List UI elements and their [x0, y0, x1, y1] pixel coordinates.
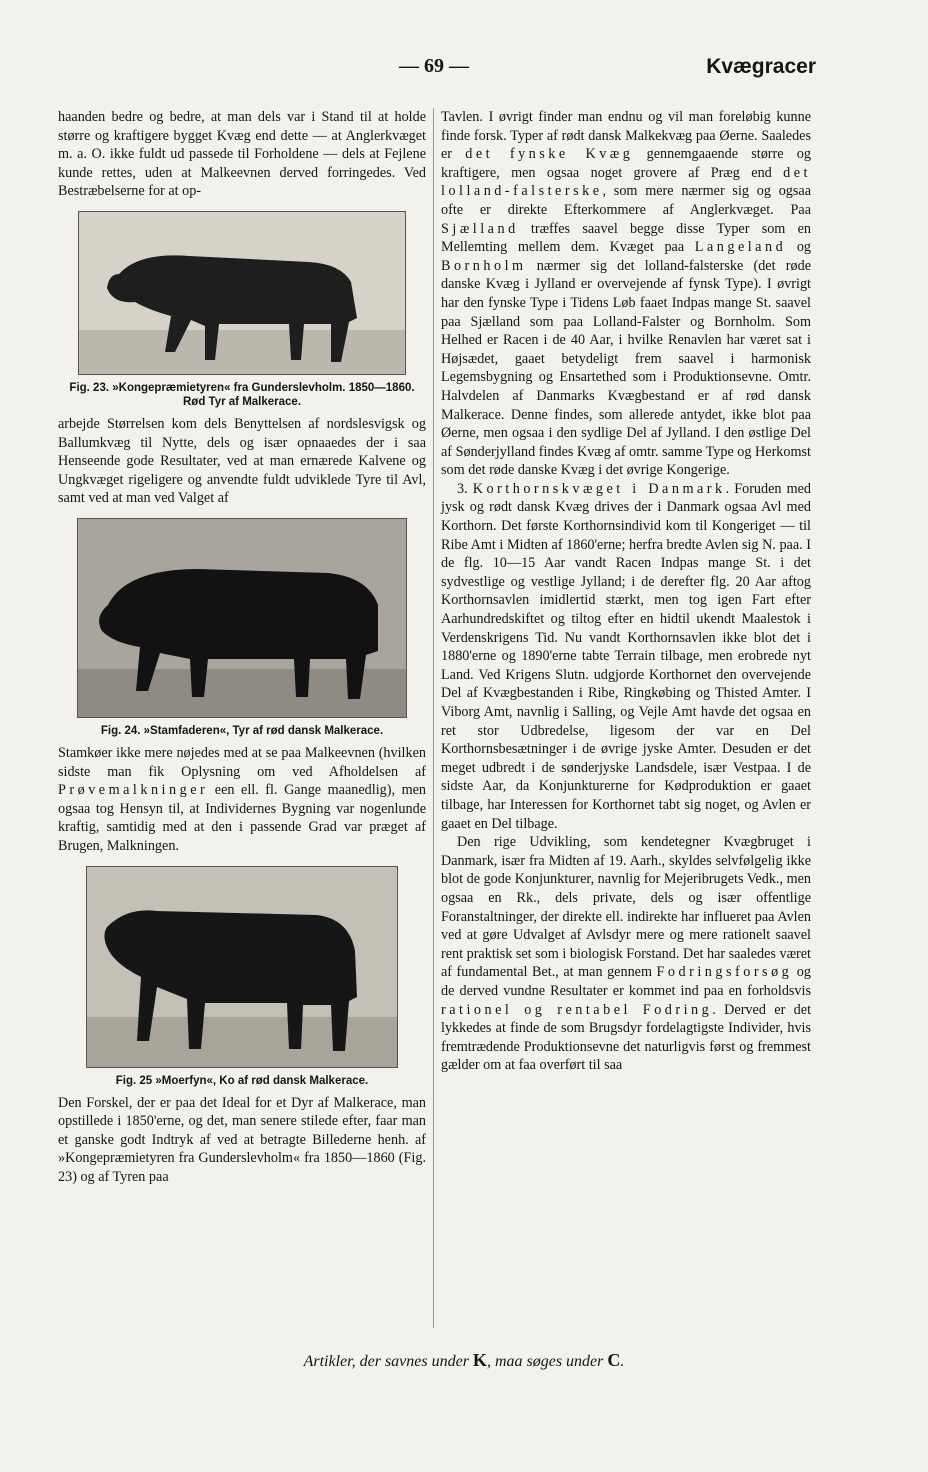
figure-23 [58, 211, 426, 409]
cow-silhouette-image [87, 867, 397, 1067]
figure-23-photo [78, 211, 406, 375]
figure-24-photo [77, 518, 407, 718]
left-paragraph-2: arbejde Størrelsen kom dels Benyttelsen af nordslesvigsk og Ballumkvæg til Nytte, dels og især opnaaedes der i saa Henseende gode Resultater, ved at man ernærede Kalvene og Ungkvæget rigeligere og anvendte fuldt udviklede Tyre til Avl, samt ved at man ved Valget af [58, 415, 426, 507]
figure-23-caption: Fig. 23. »Kongepræmietyren« fra Gunderslevholm. 1850—1860. Rød Tyr af Malkerace. [69, 381, 415, 408]
left-column [58, 108, 426, 1186]
right-paragraph-3: Den rige Udvikling, som kendetegner Kvægbruget i Danmark, især fra Midten af 19. Aarh., skyldes selvfølgelig ikke blot de gode Konjunkturer, navnlig for Mejeribrugets Vedk., men ogsaa en Rk., dels private, dels og især offentlige Foranstaltninger, der direkte ell. indirekte har influeret paa Avlen ved at gøre Udvalget af Avlsdyr mere og mere rationelt saavel rent praktisk set som i biologisk Forstand. Det har saaledes været af fundamental Bet., at man gennem Fodringsforsøg og de derved vundne Resultater er kommet ind paa en forholdsvis rationel og rentabel Fodring. Derved er det lykkedes at finde de som Brugsdyr fordelagtigste Individer, hvis fremtrædende Produktionsevne det naturligvis først og fremmest gælder om at faa overført til saa [441, 834, 812, 1074]
section-title: Kvægracer [706, 55, 816, 78]
left-paragraph-3: Stamkøer ikke mere nøjedes med at se paa Malkeevnen (hvilken sidste man fik Oplysning om ved Afholdelsen af Prøvemalkninger een ell. fl. Gange maanedlig), men ogsaa tog Hensyn til, at Individernes Bygning var nogenlunde kraftig, samtidig med at den i passende Grad var præget af Brugen, Malkningen. [58, 744, 426, 854]
figure-24-caption: Fig. 24. »Stamfaderen«, Tyr af rød dansk Malkerace. [100, 724, 384, 737]
bull-silhouette-image [78, 519, 406, 717]
column-divider [433, 108, 434, 1328]
right-paragraph-1: Tavlen. I øvrigt finder man endnu og vil man foreløbig kunne finde forsk. Typer af rødt dansk Malkekvæg paa Øerne. Saaledes er det fynske Kvæg gennemgaaende større og kraftigere, men ogsaa noget grovere af Præg end det lolland-falsterske, som mere nærmer sig og ogsaa ofte er direkte Efterkommere af Anglerkvæget. Paa Sjælland træffes saavel begge disse Typer som en Mellemting mellem dem. Kvæget paa Langeland og Bornholm nærmer sig det lolland-falsterske (det røde danske Kvæg i Jylland er overvejende af fynsk Type). I øvrigt har den fynske Type i Tidens Løb faaet Indpas mange St. saavel paa Sjælland som paa Lolland-Falster og Bornholm. Som Helhed er Racen i de 40 Aar, i hvilke Renavlen har været sat i Højsædet, gaaet betydeligt frem saavel i harmonisk Legemsbygning og Ensartethed som i Produktionsevne. Omtr. Halvdelen af Danmarks Kvægbestand er af rød dansk Malkerace. Denne findes, som allerede antydet, ikke blot paa Øerne, men ogsaa i den sydlige Del af Jylland. I den østlige Del af Sønderjylland findes Kvæg af omtr. samme Type og Herkomst som det røde danske Kvæg i det øvrige Kongerige. [441, 109, 812, 479]
figure-25-photo [86, 866, 398, 1068]
figure-24 [58, 518, 426, 738]
figure-25-caption: Fig. 25 »Moerfyn«, Ko af rød dansk Malkerace. [115, 1074, 369, 1087]
page-number: — 69 — [399, 55, 469, 77]
right-column [441, 108, 811, 1075]
running-head [0, 55, 928, 85]
right-paragraph-2: 3. Korthornskvæget i Danmark. Foruden med jysk og rødt dansk Kvæg drives der i Danmark ogsaa Avl med Korthorn. Det første Korthornsindivid kom til Kongeriget — til Ribe Amt i Midten af 1860'erne; herfra bredte Avlen sig N. paa. I de flg. 10—15 Aar vandt Racen Indpas mange St. i det sydvestlige og vestlige Jylland; i de derefter flg. 20 Aar aftog Korthornsavlen imidlertid stærkt, men tog igen Fart efter Aarhundredskiftet og tiltog efter en hidtil ukendt Maalestok i Verdenskrigens Tid. Nu vandt Korthornsavlen ikke blot det i 1880'erne og 1890'erne tabte Terrain tilbage, men erobrede nyt Land. Ved Krigens Slutn. udgjorde Korthornet den overvejende Del af Kvægbestanden i Ribe, Ringkøbing og Thisted Amter. I Viborg Amt, navnlig i Salling, og Vejle Amt havde det ogsaa en ret stor Udbredelse, ligesom der var en Del Korthornsbesætninger i de øvrige jyske Amter. Desuden er det meget udbredt i de sønderjyske Landsdele, især Vestpaa. I de sidste Aar, da Konjunkturerne for Kødproduktion er gaaet tilbage, har Interessen for Korthornet tabt sig noget, og Avlen er gaaet en Del tilbage. [441, 480, 812, 832]
left-paragraph-1: haanden bedre og bedre, at man dels var i Stand til at holde større og kraftigere bygget Kvæg end dette — at Anglerkvæget m. a. O. ikke fuldt ud passede til Forholdene — dels at Fejlene kunde rettes, uden at Malkeevnen derved forringedes. Ved Bestræbelserne for at op- [58, 109, 426, 200]
left-paragraph-4: Den Forskel, der er paa det Ideal for et Dyr af Malkerace, man opstillede i 1850'erne, og det, man senere stilede efter, faar man et ganske godt Indtryk af ved at betragte Billederne henh. af »Kongepræmietyren fra Gunderslevholm« fra 1850—1860 (Fig. 23) og af Tyren paa [58, 1094, 426, 1185]
footer-note: Artikler, der savnes under K, maa søges under C. [303, 1350, 625, 1370]
bull-silhouette-image [79, 212, 405, 374]
figure-25 [58, 866, 426, 1088]
